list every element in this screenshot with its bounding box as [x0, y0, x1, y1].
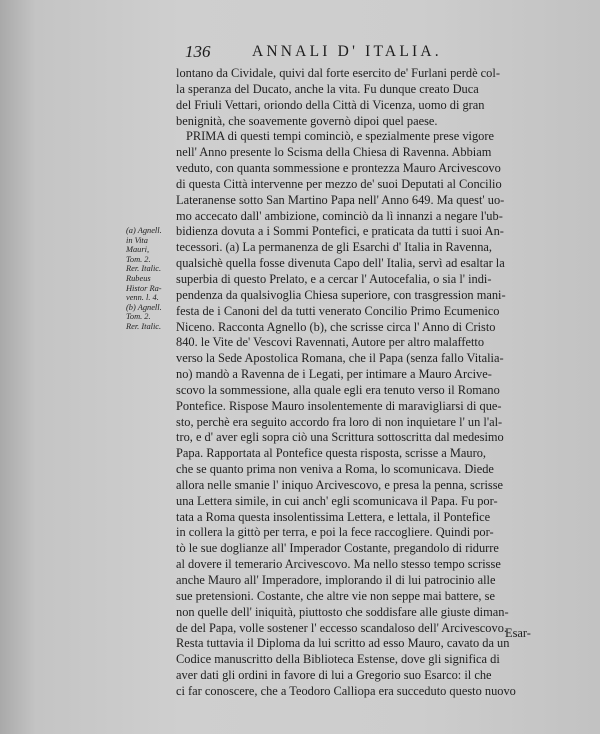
- margin-note-line: Tom. 2.: [126, 312, 151, 322]
- text-line: verso la Sede Apostolica Romana, che il Papa (senza fallo Vitalia-: [176, 351, 504, 366]
- text-line: veduto, con quanta sommessione e prontezza Mauro Arcivescovo: [176, 161, 501, 176]
- text-line: in collera la gittò per terra, e poi la fece raccogliere. Quindi por-: [176, 525, 494, 540]
- text-line: nell' Anno presente lo Scisma della Chiesa di Ravenna. Abbiam: [176, 145, 492, 160]
- margin-note-line: venn. l. 4.: [126, 293, 159, 303]
- margin-note-line: Rubeus: [126, 273, 151, 283]
- margin-note-line: Rer. Italic.: [126, 321, 162, 331]
- text-line: tò le sue doglianze all' Imperador Costante, pregandolo di ridurre: [176, 541, 499, 556]
- text-line: sue pretensioni. Costante, che altre vie non seppe mai battere, se: [176, 588, 495, 603]
- text-line: allora nelle smanie l' iniquo Arcivescovo, e presa la penna, scrisse: [176, 477, 504, 492]
- text-line: Niceno. Racconta Agnello (b), che scrisse circa l' Anno di Cristo: [176, 319, 496, 334]
- text-line: mo accecato dall' ambizione, cominciò da lì innanzi a negare l'ub-: [176, 208, 503, 223]
- body-text: [176, 66, 548, 700]
- text-line: tro, e d' aver egli sopra ciò una Scrittura sottoscritta dal medesimo: [176, 430, 504, 445]
- text-line: una Lettera simile, in cui anch' egli scomunicava il Papa. Fu por-: [176, 493, 498, 508]
- text-line: tecessori. (a) La permanenza de gli Esarchi d' Italia in Ravenna,: [176, 240, 492, 255]
- text-line: del Friuli Vettari, oriondo della Città di Vicenza, uomo di gran: [176, 97, 485, 112]
- text-line: di questa Città intervenne per mezzo de' suoi Deputati al Concilio: [176, 176, 502, 191]
- text-line: de del Papa, volle sostener l' eccesso scandaloso dell' Arcivescovo.: [176, 620, 507, 635]
- margin-note-line: Tom. 2.: [126, 254, 151, 264]
- text-line: bidienza dovuta a i Sommi Pontefici, e praticata da tutti i suoi An-: [176, 224, 504, 239]
- margin-note-line: in Vita: [126, 235, 148, 245]
- margin-note-line: (a) Agnell.: [126, 226, 162, 235]
- running-title: ANNALI D' ITALIA.: [252, 43, 442, 60]
- text-line: al dovere il temerario Arcivescovo. Ma nello stesso tempo scrisse: [176, 557, 501, 572]
- text-line: lontano da Cividale, quivi dal forte esercito de' Furlani perdè col-: [176, 66, 500, 80]
- text-line: scovo la sommessione, alla quale egli era tenuto verso il Romano: [176, 382, 500, 397]
- text-line: pendenza da qualsivoglia Chiesa superiore, con trasgression mani-: [176, 287, 506, 302]
- margin-note-line: Histor Ra-: [126, 283, 162, 293]
- text-line: no) mandò a Ravenna de i Legati, per intimare a Mauro Arcive-: [176, 367, 492, 382]
- text-line: Resta tuttavia il Diploma da lui scritto ad esso Mauro, cavato da un: [176, 636, 510, 651]
- text-line: sto, perchè era seguito accordo fra loro di non inquietare l' un l'al-: [176, 414, 503, 429]
- text-line: aver dati gli ordini in favore di lui a Gregorio suo Esarco: il che: [176, 668, 492, 683]
- margin-note-line: (b) Agnell.: [126, 302, 162, 312]
- text-line: festa de i Canoni del da tutti venerato Concilio Primo Ecumenico: [176, 303, 500, 318]
- page-header: [185, 42, 485, 62]
- text-line: qualsichè quella fosse divenuta Capo dell' Italia, servì ad esaltar la: [176, 256, 505, 271]
- text-line: non quelle dell' iniquità, piuttosto che soddisfare alle giuste diman-: [176, 604, 509, 619]
- text-line: Papa. Rapportata al Pontefice questa risposta, scrisse a Mauro,: [176, 446, 487, 461]
- catchword: Esar-: [505, 626, 531, 640]
- text-line: Lateranense sotto San Martino Papa nell' Anno 649. Ma quest' uo-: [176, 192, 505, 207]
- text-line: tata a Roma questa insolentissima Lettera, e lettala, il Pontefice: [176, 509, 491, 524]
- margin-note-line: Mauri,: [126, 245, 150, 255]
- margin-notes: [126, 226, 178, 332]
- text-line: Pontefice. Rispose Mauro insolentemente di maravigliarsi di que-: [176, 398, 502, 413]
- text-line: benignità, che soavemente governò dipoi quel paese.: [176, 113, 438, 128]
- text-line: che se quanto prima non veniva a Roma, lo scomunicava. Diede: [176, 462, 494, 477]
- margin-note-line: Rer. Italic.: [126, 264, 162, 274]
- text-line: PRIMA di questi tempi cominciò, e spezialmente prese vigore: [186, 129, 494, 144]
- page-number: 136: [185, 42, 211, 61]
- text-line: anche Mauro all' Imperadore, implorando il di lui patrocinio alle: [176, 573, 496, 587]
- text-line: 840. le Vite de' Vescovi Ravennati, Autore per altro malaffetto: [176, 335, 485, 350]
- text-line: Codice manuscritto della Biblioteca Estense, dove gli significa di: [176, 652, 500, 667]
- text-line: ci far conoscere, che a Teodoro Calliopa era succeduto questo nuovo: [176, 683, 516, 698]
- text-line: la speranza del Ducato, anche la vita. Fu dunque creato Duca: [176, 81, 479, 96]
- text-line: superbia di questo Prelato, e a cercar l' Autocefalia, o sia l' indi-: [176, 271, 492, 286]
